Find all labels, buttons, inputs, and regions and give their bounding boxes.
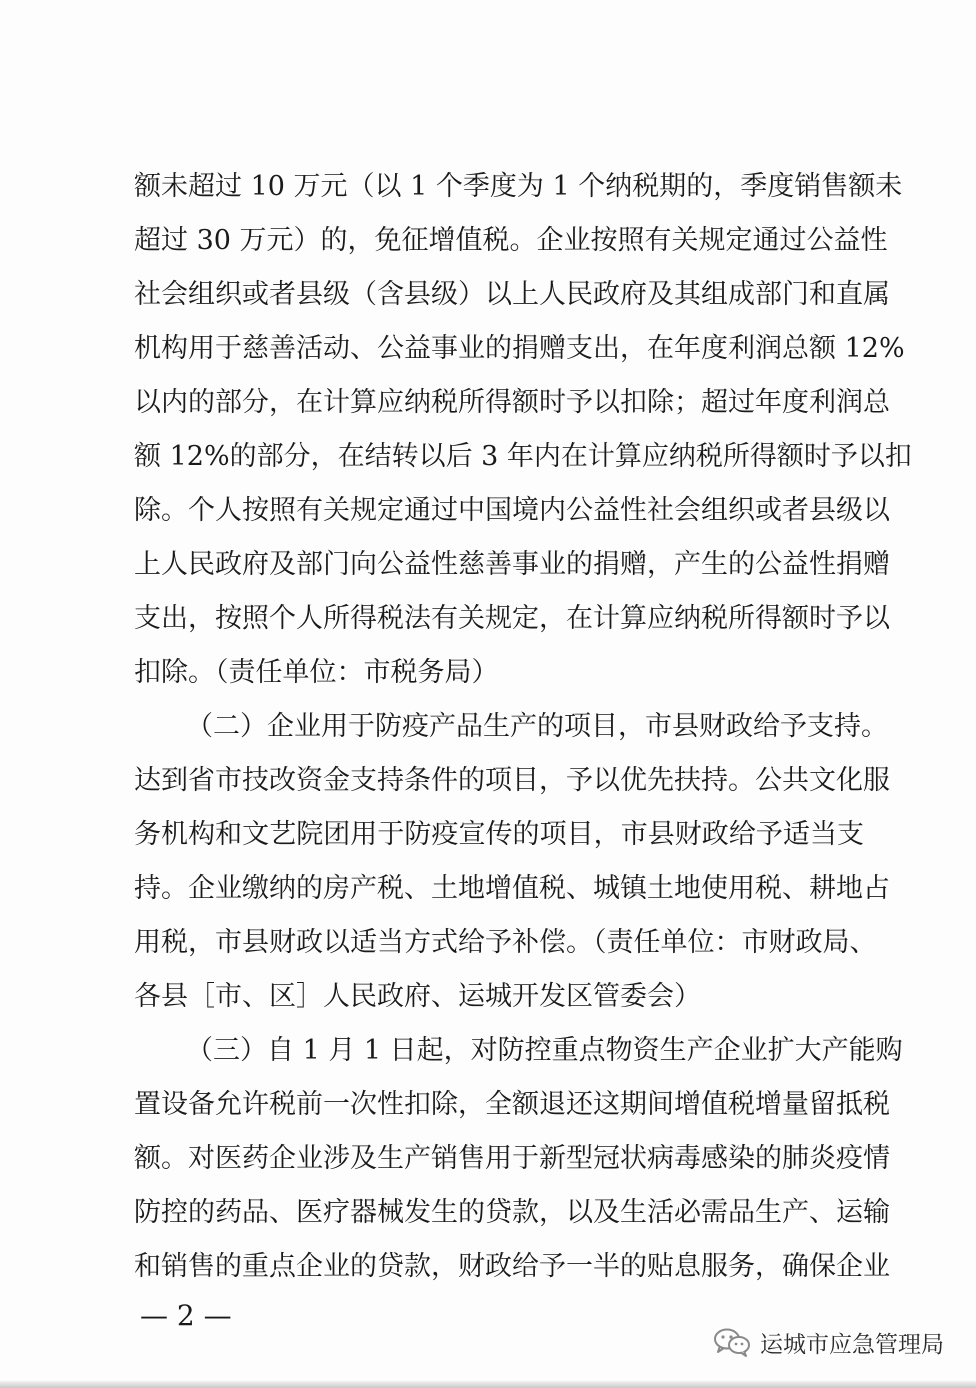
paragraph-line: 支出，按照个人所得税法有关规定，在计算应纳税所得额时予以 <box>134 603 890 634</box>
watermark-text: 运城市应急管理局 <box>760 1331 944 1358</box>
page-number: — 2 — <box>140 1299 232 1332</box>
paragraph-line: 除。个人按照有关规定通过中国境内公益性社会组织或者县级以 <box>134 495 890 526</box>
paragraph-line: 上人民政府及部门向公益性慈善事业的捐赠，产生的公益性捐赠 <box>134 549 890 580</box>
paragraph-line: 用税，市县财政以适当方式给予补偿。（责任单位：市财政局、 <box>134 927 877 958</box>
wechat-icon <box>712 1326 752 1358</box>
section-heading-line: （三）自 1 月 1 日起，对防控重点物资生产企业扩大产能购 <box>186 1035 903 1066</box>
paragraph-line: 额。对医药企业涉及生产销售用于新型冠状病毒感染的肺炎疫情 <box>134 1143 890 1174</box>
paragraph-line: 机构用于慈善活动、公益事业的捐赠支出，在年度利润总额 12% <box>134 333 905 364</box>
paragraph-line: 持。企业缴纳的房产税、土地增值税、城镇土地使用税、耕地占 <box>134 873 890 904</box>
page-bottom-edge <box>0 1381 976 1388</box>
paragraph-line: 超过 30 万元）的，免征增值税。企业按照有关规定通过公益性 <box>134 225 888 256</box>
paragraph-line: 扣除。（责任单位：市税务局） <box>134 657 499 688</box>
paragraph-line: 达到省市技改资金支持条件的项目，予以优先扶持。公共文化服 <box>134 765 890 796</box>
paragraph-line: 置设备允许税前一次性扣除，全额退还这期间增值税增量留抵税 <box>134 1089 890 1120</box>
paragraph-line: 各县［市、区］人民政府、运城开发区管委会） <box>134 981 701 1012</box>
wechat-watermark <box>712 1322 944 1362</box>
section-heading-line: （二）企业用于防疫产品生产的项目，市县财政给予支持。 <box>186 711 888 742</box>
paragraph-line: 社会组织或者县级（含县级）以上人民政府及其组成部门和直属 <box>134 279 890 310</box>
paragraph-line: 额未超过 10 万元（以 1 个季度为 1 个纳税期的，季度销售额未 <box>134 171 903 202</box>
paragraph-line: 以内的部分，在计算应纳税所得额时予以扣除；超过年度利润总 <box>134 387 890 418</box>
paragraph-line: 防控的药品、医疗器械发生的贷款，以及生活必需品生产、运输 <box>134 1197 890 1228</box>
paragraph-line: 额 12%的部分，在结转以后 3 年内在计算应纳税所得额时予以扣 <box>134 441 912 472</box>
paragraph-line: 务机构和文艺院团用于防疫宣传的项目，市县财政给予适当支 <box>134 819 864 850</box>
paragraph-line: 和销售的重点企业的贷款，财政给予一半的贴息服务，确保企业 <box>134 1251 890 1282</box>
